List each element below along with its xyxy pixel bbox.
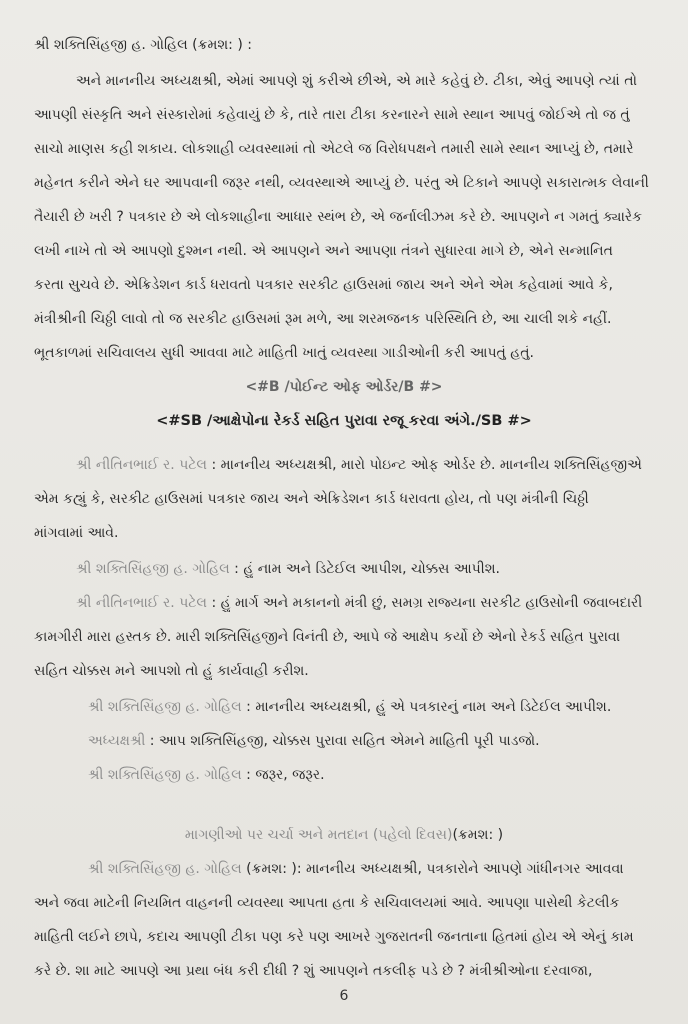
speaker-text: : હું નામ અને ડિટેઈલ આપીશ, ચોક્કસ આપીશ.	[229, 561, 500, 577]
section-title: માગણીઓ પર ચર્ચા અને મતદાન (પહેલો દિવસ)	[184, 827, 453, 843]
paragraph-line: લખી નાખે તો એ આપણો દુશ્મન નથી. એ આપણને અને આપણા તંત્રને સુધારવા માગે છે, એને સન્માનિત	[34, 243, 613, 259]
speaker-line	[88, 732, 654, 750]
speaker-text: : આપ શક્તિસિંહજી, ચોક્કસ પુરાવા સહિત એમને માહિતી પૂરી પાડજો.	[145, 733, 540, 749]
paragraph-line: માંગવામાં આવે.	[34, 525, 119, 541]
speaker-text: : હું માર્ગ અને મકાનનો મંત્રી છું, સમગ્ર રાજ્યના સરકીટ હાઉસોની જવાબદારી	[207, 595, 643, 611]
speaker-text: : માનનીય અધ્યક્ષશ્રી, હું એ પત્રકારનું નામ અને ડિટેઈલ આપીશ.	[241, 699, 612, 715]
paragraph-line: ભૂતકાળમાં સચિવાલય સુધી આવવા માટે માહિતી ખાતું વ્યવસ્થા ગાડીઓની કરી આપતું હતું.	[34, 345, 534, 361]
paragraph-line: એમ કહ્યું કે, સરકીટ હાઉસમાં પત્રકાર જાય અને એક્રિડેશન કાર્ડ ધરાવતા હોય, તો પણ મંત્રીની ચિઠ્ઠી	[34, 491, 589, 507]
speaker-line	[88, 698, 654, 716]
speaker-text: : જરૂર, જરૂર.	[241, 767, 325, 783]
speaker-shaktisinh: શ્રી શક્તિસિંહજી હ. ગોહિલ (ક્રમશ: ) :	[34, 37, 252, 53]
paragraph-line: કરતા સુચવે છે. એક્રિડેશન કાર્ડ ધરાવતો પત્રકાર સરકીટ હાઉસમાં જાય અને એને એમ કહેવામાં આવે કે,	[34, 277, 613, 293]
speaker-shaktisinh: શ્રી શક્તિસિંહજી હ. ગોહિલ	[76, 561, 230, 577]
page-number: 6	[339, 988, 349, 1004]
speaker-shaktisinh: શ્રી શક્તિસિંહજી હ. ગોહિલ	[88, 861, 242, 877]
point-of-order-marker: <#B /પોઈન્ટ ઓફ ઓર્ડર/B #>	[245, 379, 443, 395]
speaker-text: : માનનીય અધ્યક્ષશ્રી, મારો પોઇન્ટ ઓફ ઓર્ડર છે. માનનીય શક્તિસિંહજીએ	[207, 457, 642, 473]
section-title-suffix: (ક્રમશ: )	[452, 827, 504, 843]
paragraph-line: માહિતી લઈને છાપે, કદાચ આપણી ટીકા પણ કરે પણ આખરે ગુજરાતની જનતાના હિતમાં હોય એ એનું કામ	[34, 929, 634, 945]
paragraph-line: સહિત ચોક્કસ મને આપશો તો હું કાર્યવાહી કરીશ.	[34, 663, 309, 679]
speaker-line	[76, 560, 654, 578]
paragraph-line: આપણી સંસ્કૃતિ અને સંસ્કારોમાં કહેવાયું છે કે, તારે તારા ટીકા કરનારને સામે સ્થાન આપવું જોઈએ તો જ તું	[34, 107, 630, 123]
speaker-nitin: શ્રી નીતિનભાઈ ર. પટેલ	[76, 595, 208, 611]
speaker-shaktisinh: શ્રી શક્તિસિંહજી હ. ગોહિલ	[88, 699, 242, 715]
paragraph-line: તૈયારી છે ખરી ? પત્રકાર છે એ લોકશાહીના આધાર સ્થંભ છે, એ જર્નાલીઝમ કરે છે. આપણને ન ગમતું ક્યારેક	[34, 209, 642, 225]
paragraph-line: અને માનનીય અધ્યક્ષશ્રી, એમાં આપણે શું કરીએ છીએ, એ મારે કહેવું છે. ટીકા, એવું આપણે ત્યાં તો	[76, 73, 637, 89]
paragraph-line: કામગીરી મારા હસ્તક છે. મારી શક્તિસિંહજીને વિનંતી છે, આપે જે આક્ષેપ કર્યો છે એનો રેકર્ડ સહિત પુરાવા	[34, 629, 621, 645]
paragraph-line: અને જવા માટેની નિયમિત વાહનની વ્યવસ્થા આપતા હતા કે સચિવાલયમાં આવે. આપણા પાસેથી કેટલીક	[34, 895, 620, 911]
section-heading	[0, 826, 688, 844]
paragraph-line: મહેનત કરીને એને ઘર આપવાની જરૂર નથી, વ્યવસ્થાએ આપ્યું છે. પરંતુ એ ટિકાને આપણે સકારાત્મક લેવાની	[34, 175, 649, 191]
paragraph-line: મંત્રીશ્રીની ચિઠ્ઠી લાવો તો જ સરકીટ હાઉસમાં રૂમ મળે, આ શરમજનક પરિસ્થિતિ છે, આ ચાલી શકે નહીં.	[34, 311, 612, 327]
speaker-text: (ક્રમશ: ): માનનીય અધ્યક્ષશ્રી, પત્રકારોને આપણે ગાંધીનગર આવવા	[241, 861, 624, 877]
speaker-line	[76, 456, 654, 474]
speaker-line	[88, 766, 654, 784]
paragraph-line: સાચો માણસ કહી શકાય. લોકશાહી વ્યવસ્થામાં તો એટલે જ વિરોધપક્ષને તમારી સામે સ્થાન આપ્યું છે, તમારે	[34, 141, 634, 157]
sub-marker: <#SB /આક્ષેપોના રેકર્ડ સહિત પુરાવા રજૂ કરવા અંગે./SB #>	[156, 413, 532, 429]
speaker-line	[76, 594, 654, 612]
speaker-chair: અધ્યક્ષશ્રી	[88, 733, 146, 749]
speaker-nitin: શ્રી નીતિનભાઈ ર. પટેલ	[76, 457, 208, 473]
speaker-name	[34, 36, 654, 54]
paragraph-line: કરે છે. શા માટે આપણે આ પ્રથા બંધ કરી દીધી ? શું આપણને તકલીફ પડે છે ? મંત્રીશ્રીઓના દરવાજા,	[34, 963, 593, 979]
speaker-shaktisinh: શ્રી શક્તિસિંહજી હ. ગોહિલ	[88, 767, 242, 783]
speaker-line	[88, 860, 654, 878]
